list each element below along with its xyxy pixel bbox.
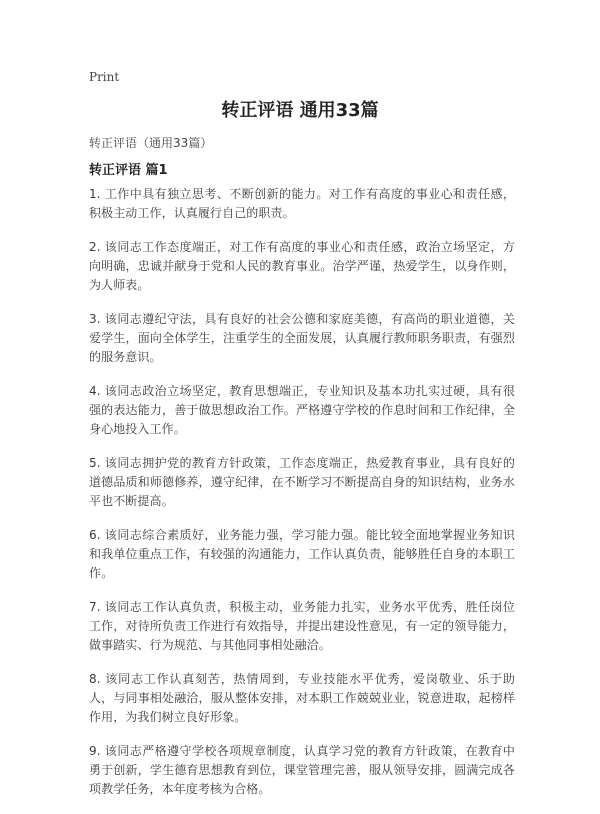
review-list xyxy=(89,185,515,814)
review-item: 1. 工作中具有独立思考、不断创新的能力。对工作有高度的事业心和责任感，积极主动工作，认真履行自己的职责。 xyxy=(89,187,515,220)
review-item: 2. 该同志工作态度端正，对工作有高度的事业心和责任感，政治立场坚定，方向明确，忠诚并献身于党和人民的教育事业。治学严谨，热爱学生，以身作则，为人师表。 xyxy=(89,240,515,292)
review-item: 4. 该同志政治立场坚定，教育思想端正，专业知识及基本功扎实过硬，具有很强的表达能力，善于做思想政治工作。严格遵守学校的作息时间和工作纪律，全身心地投入工作。 xyxy=(89,384,515,436)
document-subtitle: 转正评语（通用33篇） xyxy=(89,136,213,150)
section-heading: 转正评语 篇1 xyxy=(89,163,168,178)
review-item: 5. 该同志拥护党的教育方针政策，工作态度端正，热爱教育事业，具有良好的道德品质和师德修养，遵守纪律，在不断学习不断提高自身的知识结构，业务水平也不断提高。 xyxy=(89,456,515,508)
page-title: 转正评语 通用33篇 xyxy=(221,100,379,121)
review-item: 7. 该同志工作认真负责，积极主动，业务能力扎实，业务水平优秀，胜任岗位工作，对待所负责工作进行有效指导，并提出建设性意见，有一定的领导能力，做事踏实、行为规范、与其他同事相处融洽。 xyxy=(89,600,515,652)
review-item: 6. 该同志综合素质好，业务能力强，学习能力强。能比较全面地掌握业务知识和我单位重点工作，有较强的沟通能力，工作认真负责，能够胜任自身的本职工作。 xyxy=(89,528,515,580)
review-item: 8. 该同志工作认真刻苦，热情周到，专业技能水平优秀，爱岗敬业、乐于助人，与同事相处融洽，服从整体安排，对本职工作兢兢业业，锐意进取，起榜样作用，为我们树立良好形象。 xyxy=(89,672,515,724)
print-label: Print xyxy=(89,70,120,84)
review-item: 9. 该同志严格遵守学校各项规章制度，认真学习党的教育方针政策，在教育中勇于创新，学生德育思想教育到位，课堂管理完善，服从领导安排，圆满完成各项教学任务，本年度考核为合格。 xyxy=(89,744,515,796)
review-item: 3. 该同志遵纪守法，具有良好的社会公德和家庭美德，有高尚的职业道德，关爱学生，面向全体学生，注重学生的全面发展，认真履行教师职务职责，有强烈的服务意识。 xyxy=(89,312,515,364)
